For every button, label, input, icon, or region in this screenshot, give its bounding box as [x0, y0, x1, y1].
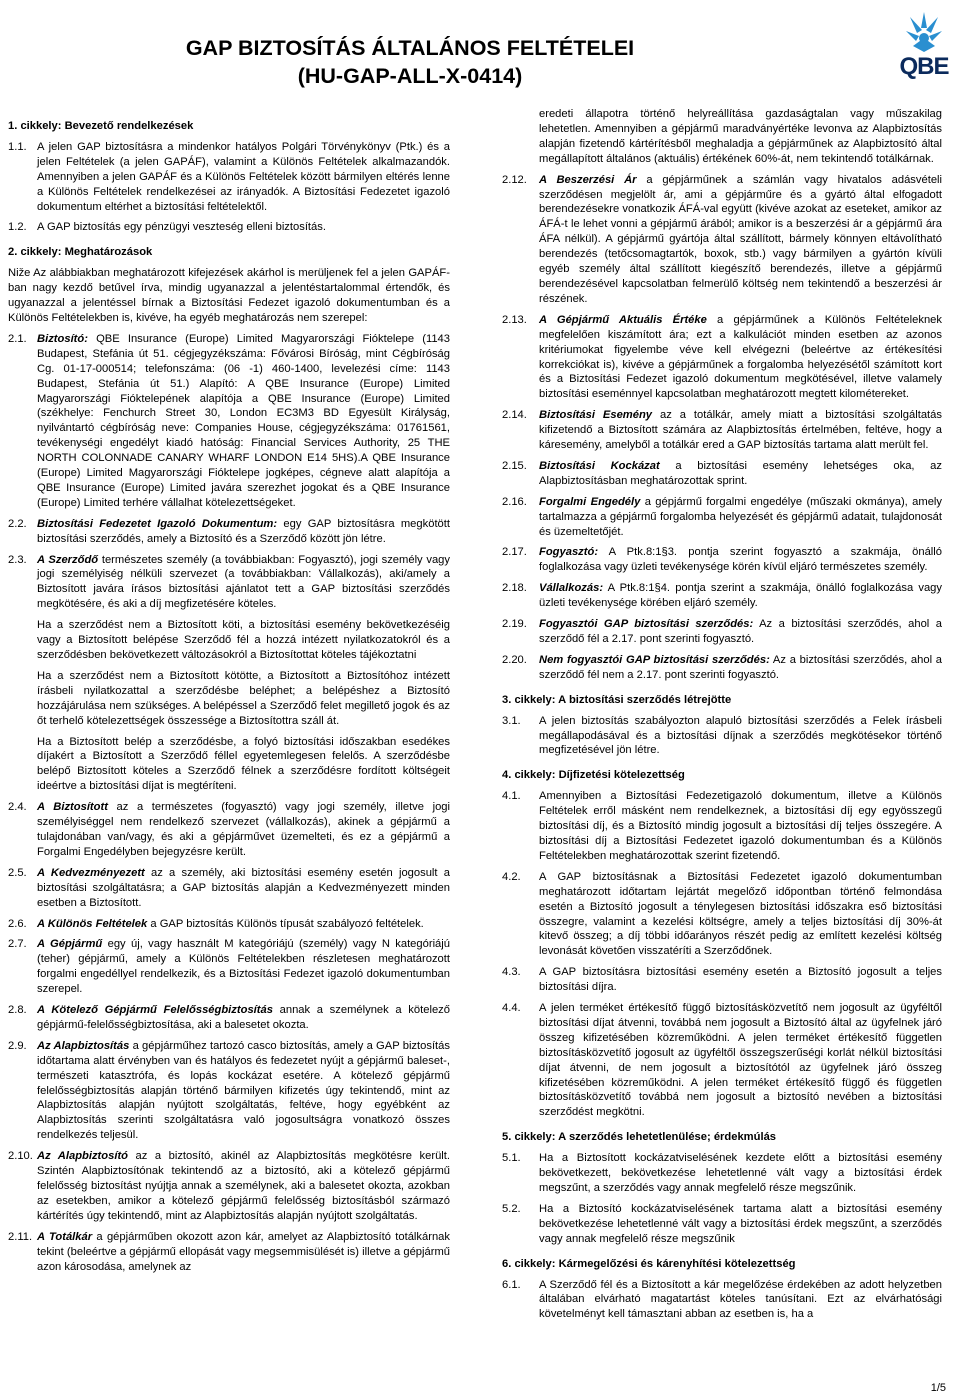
defined-term: Fogyasztói GAP biztosítási szerződés:	[539, 618, 754, 631]
clause-number: 2.9.	[8, 1039, 27, 1052]
clause-item	[502, 408, 942, 453]
clause-item	[502, 1151, 942, 1196]
clause-item	[502, 581, 942, 611]
defined-term: A Kötelező Gépjármű Felelősségbiztosítás	[37, 1004, 273, 1017]
clause-text: A GAP biztosításra biztosítási esemény esetén a Biztosító jogosult a teljes biztosítási díjra.	[539, 966, 942, 994]
clause-number: 2.4.	[8, 801, 27, 814]
defined-term: A Beszerzési Ár	[539, 173, 637, 186]
intro-paragraph: Niže Az alábbiakban meghatározott kifejezések akárhol is merüljenek fel a jelen GAPÁF-ban nagy kezdő betűvel írva, mindig ugyanazzal a jelentéstartalommal értendők, és ugyanazzal a jelentéssel bírnak a Biztosítási Fedezet igazoló dokumentumban és a Különös Feltételekben is, kivéve, ha egyéb meghatározás nem szerepel:	[8, 267, 450, 324]
clause-number: 2.7.	[8, 938, 27, 951]
clause-number: 5.1.	[502, 1152, 521, 1165]
clause-item	[502, 870, 942, 959]
clause-text: Az Alapbiztosítás a gépjárműhez tartozó casco biztosítás, amely a GAP biztosítás időtartama alatt érvényben van és hatályos és fedezetet nyújt a gépjármű baleset-, természeti katasztrófa, és lopás kockázat esetére. A kötelező gépjármű felelősségbiztosítás alapján történő bármilyen kifizetés úgy tekintendő, mint az Alapbiztosítás alapján nyújtott szolgáltatás, feltéve, hogy egyébként az Alapbiztosítás szerinti szolgáltatásra való jogosultságra vonatkozó összes rendelkezés teljesül.	[37, 1039, 450, 1142]
clause-item	[8, 332, 450, 511]
clause-continuation: Ha a szerződést nem a Biztosított köti, a biztosítási esemény bekövetkezéséig vagy a Biztosított belépése Szerződő fél a hozzá intézett nyilatkozatokról és a szerződésben bekövetkezett változásokról a Biztosítottat köteles tájékoztatni	[37, 619, 450, 661]
clause-text: Fogyasztói GAP biztosítási szerződés: Az a biztosítási szerződés, ahol a szerződő fél a 2.17. pont szerinti fogyasztó.	[539, 618, 942, 645]
clause-number: 4.1.	[502, 790, 521, 803]
clause-number: 1.1.	[8, 140, 27, 153]
clause-text: A Gépjármű egy új, vagy használt M kategóriájú (személy) vagy N kategóriájú (teher) gépjármű, amely a Különös Feltételekben részletesen meghatározott forgalmi engedéllyel rendelkezik, és a Biztosítási Fedezet igazoló dokumentumban szerepel.	[37, 938, 450, 996]
defined-term: A Gépjármű	[37, 938, 103, 951]
clause-number: 3.1.	[502, 714, 521, 727]
clause-item	[8, 866, 450, 911]
defined-term: Forgalmi Engedély	[539, 495, 641, 508]
defined-term: A Kedvezményezett	[37, 866, 145, 879]
clause-number: 2.12.	[502, 173, 527, 186]
clause-item	[8, 553, 450, 613]
section-heading: 3. cikkely: A biztosítási szerződés létrejötte	[502, 693, 732, 706]
clause-text: A Szerződő fél és a Biztosított a kár megelőzése érdekében az adott helyzetben általában elvárható magatartást köteles tanúsítani. Ezt az elvárhatósági követelményt kell támasztani abban az esetben is, ha a	[539, 1278, 942, 1321]
page-number: 1/5	[930, 1382, 946, 1394]
defined-term: Biztosítási Esemény	[539, 409, 653, 422]
clause-text: Forgalmi Engedély a gépjármű forgalmi engedélye (műszaki okmánya), amely tartalmazza a gépjármű forgalomba helyezését és gépjármű adatait, tulajdonosát és üzemeltetőjét.	[539, 495, 942, 538]
section-heading: 5. cikkely: A szerződés lehetetlenülése; érdekmúlás	[502, 1131, 777, 1144]
clause-number: 2.13.	[502, 313, 527, 326]
clause-number: 2.14.	[502, 409, 527, 422]
clause-text: Ha a Biztosított kockázatviselésének kezdete előtt a biztosítási esemény bekövetkezett, bekövetkezése lehetetlenné vált vagy a biztosítási érdek megszűnt, a szerződés vagy annak megfelelő része megszűnik.	[539, 1152, 942, 1194]
clause-item	[8, 1039, 450, 1143]
section-heading: 1. cikkely: Bevezető rendelkezések	[8, 120, 194, 132]
defined-term: A Biztosított	[37, 801, 108, 814]
clause-item	[8, 800, 450, 860]
clause-number: 5.2.	[502, 1202, 521, 1215]
clause-text: Biztosító: QBE Insurance (Europe) Limited Magyarországi Fióktelepe (1143 Budapest, Stefánia út 51. cégjegyzékszáma: Fővárosi Bíróság, mint Cégbíróság Cg. 01-17-000514; telefonszáma: (06 -1) 460-1400, levelezési címe: 1143 Budapest, Stefánia út 51.) Alapító: A QBE Insurance (Europe) Limited Magyarországi Fióktelepének alapítója a QBE Insurance (Europe) Limited (székhelye: Fenchurch Street 30, London EC3M3 BD Egyesült Királyság, nyilvántartó cégbíróság neve: Companies House, cégjegyzékszáma: 01761561, tevékenységi engedélyt kiadó hatóság: Financial Services Authority, 25 THE NORTH COLONNADE CANARY WHARF LONDON E14 5HS).A QBE Insurance (Europe) Limited Magyarországi Fióktelepe jogképes, cégneve alatt alapítója a QBE Insurance (Europe) Limited javára szerezhet jogokat és a QBE Insurance (Europe) Limited terhére vállalhat kötelezettségeket.	[37, 332, 450, 509]
clause-number: 2.17.	[502, 546, 527, 559]
clause-item	[502, 653, 942, 683]
clause-number: 2.20.	[502, 653, 527, 666]
clause-item	[8, 220, 450, 235]
clause-number: 2.11.	[8, 1230, 33, 1243]
clause-item	[8, 517, 450, 547]
clause-number: 2.2.	[8, 517, 27, 530]
clause-text: Biztosítási Fedezetet Igazoló Dokumentum: egy GAP biztosításra megkötött biztosítási szerződés, amely a Biztosító és a Szerződő között jön létre.	[37, 517, 450, 545]
clause-continuation: eredeti állapotra történő helyreállítása gazdaságtalan vagy műszakilag lehetetlen. Amennyiben a gépjármű maradványértéke levonva az Alapbiztosítás alapján fizetendő kártérítésből meghaladja a gépjárműnek az Alapbiztosító által megállapított általános (aktuális) értékének 60%-át, nem tekintendő totálkárnak.	[539, 108, 942, 165]
clause-text: A Biztosított az a természetes (fogyasztó) vagy jogi személy, illetve jogi személyiséggel nem rendelkező szervezet (vállalkozás), akinek a gépjármű a tulajdonában van/vagy, és aki a gépjárművet üzemelteti, és ez a gépjármű a Forgalmi Engedélyben bejegyzésre került.	[37, 801, 451, 858]
clause-item	[8, 1003, 450, 1033]
clause-item	[502, 1202, 942, 1247]
defined-term: A Szerződő	[37, 553, 99, 566]
clause-text: Ha a Biztosító kockázatviselésének tartama alatt a biztosítási esemény bekövetkezése lehetetlenné vált vagy a biztosítási érdek megszűnt, a szerződés vagy annak megfelelő része megszűnik	[539, 1202, 942, 1245]
clause-text: A Különös Feltételek a GAP biztosítás Különös típusát szabályozó feltételek.	[37, 917, 424, 930]
clause-item	[502, 965, 942, 995]
clause-text: A Gépjármű Aktuális Értéke a gépjárműnek a Különös Feltételeknek megfelelően kiszámított ára; ezt a kalkulációt minden esetben az azonos kritériumokat figyelembe véve kell elvégezni (beleértve az értékesítési korrekciókat is), kivéve a gépjárműnek a forgalomba helyezésétől számított kort és a Biztosítási Fedezet igazoló dokumentum megkötésével, illetve valamely biztosítási eseménnyel kapcsolatban meghatározott megtett kilométereket.	[539, 313, 942, 401]
section-heading: 4. cikkely: Díjfizetési kötelezettség	[502, 769, 685, 782]
section-heading: 6. cikkely: Kármegelőzési és kárenyhítési kötelezettség	[502, 1257, 796, 1270]
clause-text: Amennyiben a Biztosítási Fedezetigazoló dokumentum, illetve a Különös Feltételek erről másként nem rendelkeznek, a biztosítási díj egy egyösszegű biztosítási díj, és a Biztosító mindig jogosult a biztosítási díj teljes összegére. A biztosítási díj a Biztosítási Fedezetet igazoló dokumentumban és a Különös Feltételekben meghatározottak szerint fizetendő.	[539, 790, 942, 862]
clause-item	[502, 173, 942, 307]
clause-text: Biztosítási Kockázat a biztosítási esemény lehetséges oka, az Alapbiztosításban meghatározottak sprint.	[539, 459, 942, 487]
clause-item	[8, 1149, 450, 1224]
defined-term: Az Alapbiztosítás	[37, 1039, 130, 1052]
clause-number: 2.1.	[8, 332, 27, 345]
clause-number: 2.18.	[502, 582, 527, 595]
clause-number: 2.15.	[502, 459, 527, 472]
clause-text: A jelen terméket értékesítő függő biztosításközvetítő nem jogosult az ügyféltől biztosítási díjat átvenni, továbbá nem jogosult a Biztosító által az ügyfelnek járó összeg kifizetésében közreműködni. A jelen terméket értékesítő független biztosításközvetítő jogosult az ügyféltől összegszerűségi korlát nélkül biztosítási díjat átvenni, de nem jogosult a biztosítótól az ügyfelnek járó összeg kifizetésében közreműködni. A jelen terméket értékesítő függő és független biztosításközvetítő továbbá nem jogosult a biztosító nevében a biztosítási szerződést megkötni.	[539, 1002, 942, 1119]
clause-number: 2.8.	[8, 1004, 27, 1017]
logo-wordmark: QBE	[899, 53, 949, 80]
clause-number: 2.5.	[8, 866, 27, 879]
clause-number: 1.2.	[8, 221, 27, 234]
clause-item	[502, 617, 942, 647]
clause-text: Vállalkozás: A Ptk.8:1§4. pontja szerint a szakmája, önálló foglalkozása vagy üzleti tevékenysége körében eljáró személy.	[539, 582, 942, 610]
clause-text: A GAP biztosításnak a Biztosítási Fedezetet igazoló dokumentumban meghatározott időtartam lejártát megelőző időpontban történő felmondása esetén a Biztosító jogosult a ténylegesen biztosítási időszakra eső biztosítási összegre, valamint a kezelési költségre, amely a teljes biztosítási díj 30%-át kitevő összeg; a díj többi időarányos részét pedig az említett kezelési költség levonását követően visszatéríti a Szerződőnek.	[539, 870, 942, 958]
clause-number: 4.2.	[502, 870, 521, 883]
clause-text: A Kötelező Gépjármű Felelősségbiztosítás annak a személynek a kötelező gépjármű-felelősségbiztosítása, aki a balesetet okozta.	[37, 1004, 450, 1031]
document-title	[0, 34, 820, 90]
clause-text: A jelen GAP biztosításra a mindenkor hatályos Polgári Törvénykönyv (Ptk.) és a jelen Feltételek (a jelen GAPÁF), valamint a Különös Feltételek alkalmazandók. Amennyiben a jelen GAPÁF és a Különös Feltételek között bármilyen eltérés lenne a Különös Feltételek rendelkezései az irányadók. A Biztosítási Fedezetet igazoló dokumentum eltérhet a biztosítási feltételektől.	[37, 140, 450, 213]
defined-term: Vállalkozás:	[539, 582, 604, 595]
clause-item	[502, 545, 942, 575]
clause-item	[8, 937, 450, 997]
defined-term: A Különös Feltételek	[37, 917, 148, 930]
clause-item	[502, 1001, 942, 1120]
clause-item	[502, 1278, 942, 1323]
clause-text: Biztosítási Esemény az a totálkár, amely miatt a biztosítási szolgáltatás kifizetendő a Biztosított számára az Alapbiztosítás értelmében, feltéve, hogy a káresemény, amelyből a totálkár ered a GAP biztosítás tartama alatt merült fel.	[539, 409, 942, 452]
clause-item	[502, 313, 942, 402]
defined-term: Nem fogyasztói GAP biztosítási szerződés:	[539, 653, 770, 666]
defined-term: A Gépjármű Aktuális Értéke	[539, 313, 707, 326]
clause-text: A GAP biztosítás egy pénzügyi veszteség elleni biztosítás.	[37, 221, 326, 234]
left-column	[8, 107, 450, 1280]
clause-number: 4.3.	[502, 966, 521, 979]
clause-text: A jelen biztosítás szabályozton alapuló biztosítási szerződés a Felek írásbeli megállapodásával és a biztosítási díjnak a szerződés megkötésekor történő megfizetésével jön létre.	[539, 714, 942, 757]
clause-text: Fogyasztó: A Ptk.8:1§3. pontja szerint fogyasztó a szakmája, önálló foglalkozása vagy üzleti tevékenysége körén kívül eljáró természetes személy.	[539, 546, 942, 574]
defined-term: Biztosítási Fedezetet Igazoló Dokumentum:	[37, 517, 278, 530]
clause-text: A Szerződő természetes személy (a továbbiakban: Fogyasztó), jogi személy vagy jogi személyiség nélküli szervezet (a továbbiakban: Vállalkozás), aki/amely a Biztosított javára írásos biztosítási ajánlatot tett a GAP biztosítási szerződés megkötésére, és aki a díj megfizetésére köteles.	[37, 553, 451, 611]
clause-item	[8, 1230, 450, 1275]
clause-item	[502, 714, 942, 759]
defined-term: Biztosítási Kockázat	[539, 459, 660, 472]
defined-term: Biztosító:	[37, 332, 88, 345]
clause-text: Az Alapbiztosító az a biztosító, akinél az Alapbiztosítás megkötésre került. Szintén Alapbiztosítónak tekintendő az a biztosító, aki a kötelező gépjármű felelősség biztosítást nyújtja annak a személynek, aki a balesetet okozta, azokban az esetekben, amikor a kötelező gépjármű felelősség biztosításból származó kártérítés úgy tekintendő, mint az Alapbiztosítás alapján nyújtott szolgáltatás.	[37, 1150, 451, 1222]
right-column	[502, 107, 942, 1328]
clause-number: 4.4.	[502, 1002, 521, 1015]
section-heading: 2. cikkely: Meghatározások	[8, 246, 153, 259]
clause-continuation: Ha a szerződést nem a Biztosított kötötte, a Biztosított a Biztosítóhoz intézett írásbeli nyilatkozattal a szerződésbe beléphet; a belépéshez a Biztosító hozzájárulása nem szükséges. A belépéssel a Szerződő felet megillető jogok és az őt terhelő kötelezettségek összessége a Biztosítottra száll át.	[37, 669, 450, 727]
clause-number: 2.16.	[502, 495, 527, 508]
clause-number: 2.19.	[502, 618, 527, 631]
clause-number: 6.1.	[502, 1278, 521, 1291]
clause-continuation: Ha a Biztosított belép a szerződésbe, a folyó biztosítási időszakban esedékes díjakért a Biztosított a Szerződő féllel egyetemlegesen felelős. A szerződésbe belépő Biztosított köteles a Szerződő félnek a szerződésre fordított költségeit ideértve a biztosítási díjat is megtéríteni.	[37, 735, 450, 793]
clause-item	[502, 495, 942, 540]
defined-term: Fogyasztó:	[539, 546, 599, 559]
clause-text: A Kedvezményezett az a személy, aki biztosítási esemény esetén jogosult a biztosítási szolgáltatásra; a GAP biztosítás alapján a Kedvezményezett minden esetben a Biztosított.	[37, 866, 450, 909]
clause-item	[8, 917, 450, 932]
qbe-logo	[893, 8, 955, 82]
title-line-2: (HU-GAP-ALL-X-0414)	[297, 64, 523, 88]
clause-text: A Beszerzési Ár a gépjárműnek a számlán vagy hivatalos adásvételi szerződésen megjelölt ár, ami a gépjárműre és a gyártó által elfogadott berendezésekre vonatkozik ÁFÁ-val együtt (kivéve azokat az eseteket, amikor az ÁFÁ-t le lehet vonni a gépjármű árából; amikor is a beszerzési ár a gépjármű ára ÁFA nélkül). A gépjármű gyártója által szállított, bármely könnyen eltávolítható berendezés (tetőcsomagtartók, boxok, stb.) vagy bármilyen a gyártón kívüli egyéb személy által szállított kiegészítő berendezés, illetve a gépjármű berendezésével kapcsolatban felmerülő költség nem tekintendő a beszerzési ár részének.	[539, 173, 943, 305]
clause-number: 2.6.	[8, 917, 27, 930]
clause-number: 2.3.	[8, 553, 27, 566]
title-line-1: GAP BIZTOSÍTÁS ÁLTALÁNOS FELTÉTELEI	[185, 36, 635, 60]
clause-item	[8, 140, 450, 215]
defined-term: Az Alapbiztosító	[37, 1150, 129, 1163]
clause-item	[502, 459, 942, 489]
clause-number: 2.10.	[8, 1150, 33, 1163]
clause-text: A Totálkár a gépjárműben okozott azon kár, amelyet az Alapbiztosító totálkárnak tekint (beleértve a gépjármű ellopását vagy megsemmisülését is) illetve a gépjármű azon károsodása, amelynek az	[37, 1230, 450, 1273]
clause-text: Nem fogyasztói GAP biztosítási szerződés: Az a biztosítási szerződés, ahol a szerződő fél nem a 2.17. pont szerinti fogyasztó.	[539, 653, 943, 681]
clause-item	[502, 789, 942, 864]
defined-term: A Totálkár	[37, 1230, 93, 1243]
